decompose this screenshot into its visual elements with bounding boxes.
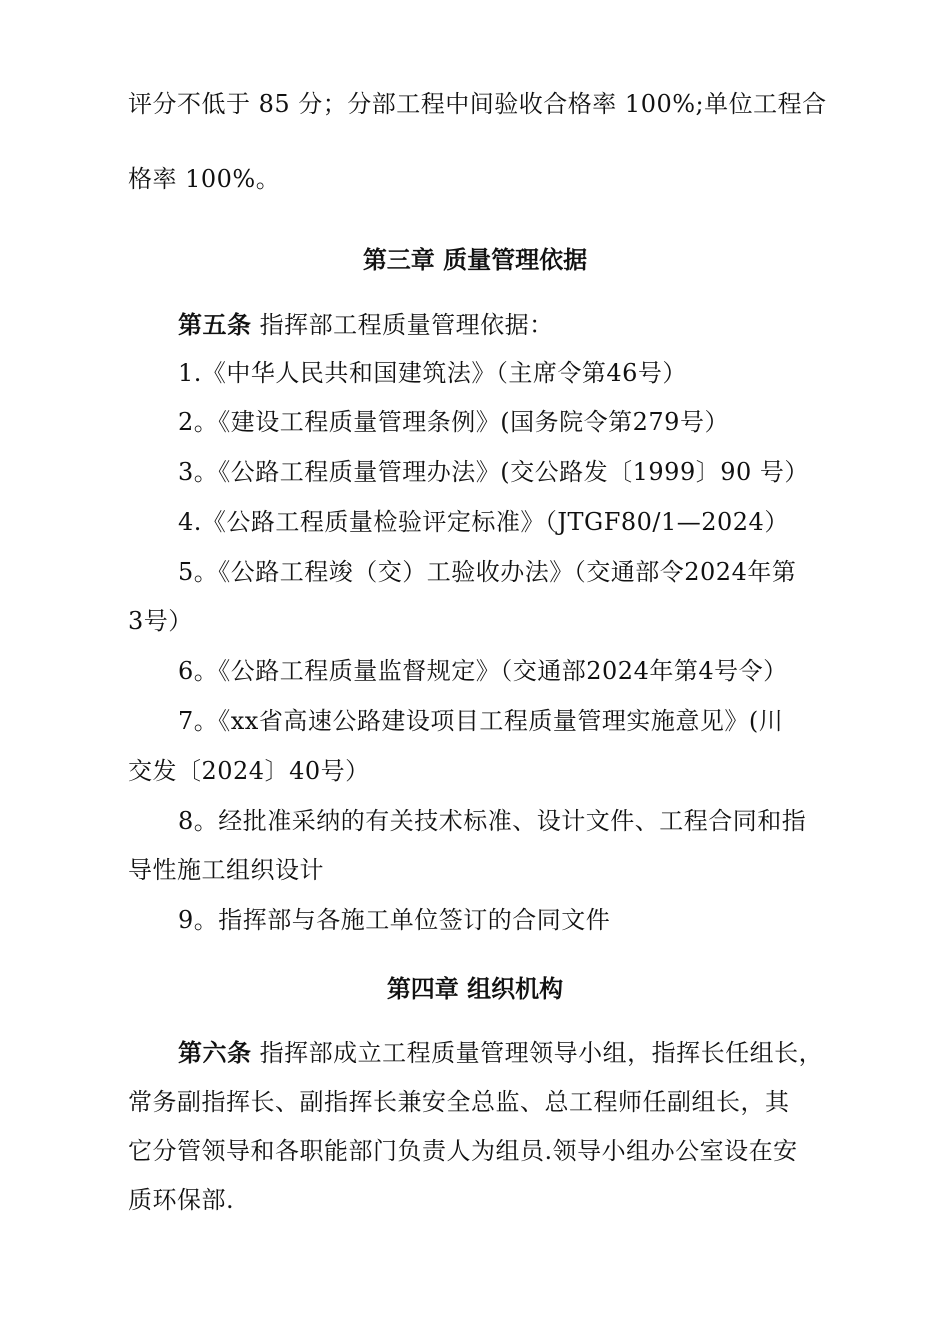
basis-item-6: 6。《公路工程质量监督规定》（交通部2024年第4号令） bbox=[178, 657, 788, 685]
basis-item-2: 2。《建设工程质量管理条例》(国务院令第279号） bbox=[178, 408, 729, 436]
basis-item-7: 7。《xx省高速公路建设项目工程质量管理实施意见》(川 bbox=[178, 707, 784, 735]
article-6-line-3: 它分管领导和各职能部门负责人为组员.领导小组办公室设在安 bbox=[128, 1137, 798, 1165]
article-6-line-4: 质环保部. bbox=[128, 1186, 235, 1214]
basis-item-8-cont: 导性施工组织设计 bbox=[128, 856, 324, 884]
intro-line-1: 评分不低于 85 分；分部工程中间验收合格率 100%;单位工程合 bbox=[128, 90, 827, 118]
basis-item-4: 4.《公路工程质量检验评定标准》（JTGF80/1—2024） bbox=[178, 508, 789, 536]
article-5-label: 第五条 bbox=[178, 311, 252, 339]
basis-item-5-cont: 3号） bbox=[128, 607, 193, 635]
article-5-paragraph bbox=[178, 309, 554, 341]
chapter-4-heading: 第四章 组织机构 bbox=[386, 975, 564, 1003]
article-6-line-1 bbox=[178, 1037, 823, 1069]
basis-item-3: 3。《公路工程质量管理办法》(交公路发〔1999〕90 号） bbox=[178, 458, 809, 486]
article-6-text: 指挥部成立工程质量管理领导小组，指挥长任组长， bbox=[251, 1039, 824, 1067]
basis-item-7-cont: 交发〔2024〕40号） bbox=[128, 757, 370, 785]
chapter-3-heading: 第三章 质量管理依据 bbox=[362, 246, 588, 274]
basis-item-5: 5。《公路工程竣（交）工验收办法》（交通部令2024年第 bbox=[178, 558, 797, 586]
basis-item-1: 1.《中华人民共和国建筑法》（主席令第46号） bbox=[178, 359, 687, 387]
intro-line-2: 格率 100%。 bbox=[128, 165, 281, 193]
article-6-label: 第六条 bbox=[178, 1039, 252, 1067]
article-6-line-2: 常务副指挥长、副指挥长兼安全总监、总工程师任副组长，其 bbox=[128, 1088, 790, 1116]
basis-item-9: 9。指挥部与各施工单位签订的合同文件 bbox=[178, 906, 611, 934]
article-5-text: 指挥部工程质量管理依据： bbox=[251, 311, 554, 339]
basis-item-8: 8。经批准采纳的有关技术标准、设计文件、工程合同和指 bbox=[178, 807, 807, 835]
